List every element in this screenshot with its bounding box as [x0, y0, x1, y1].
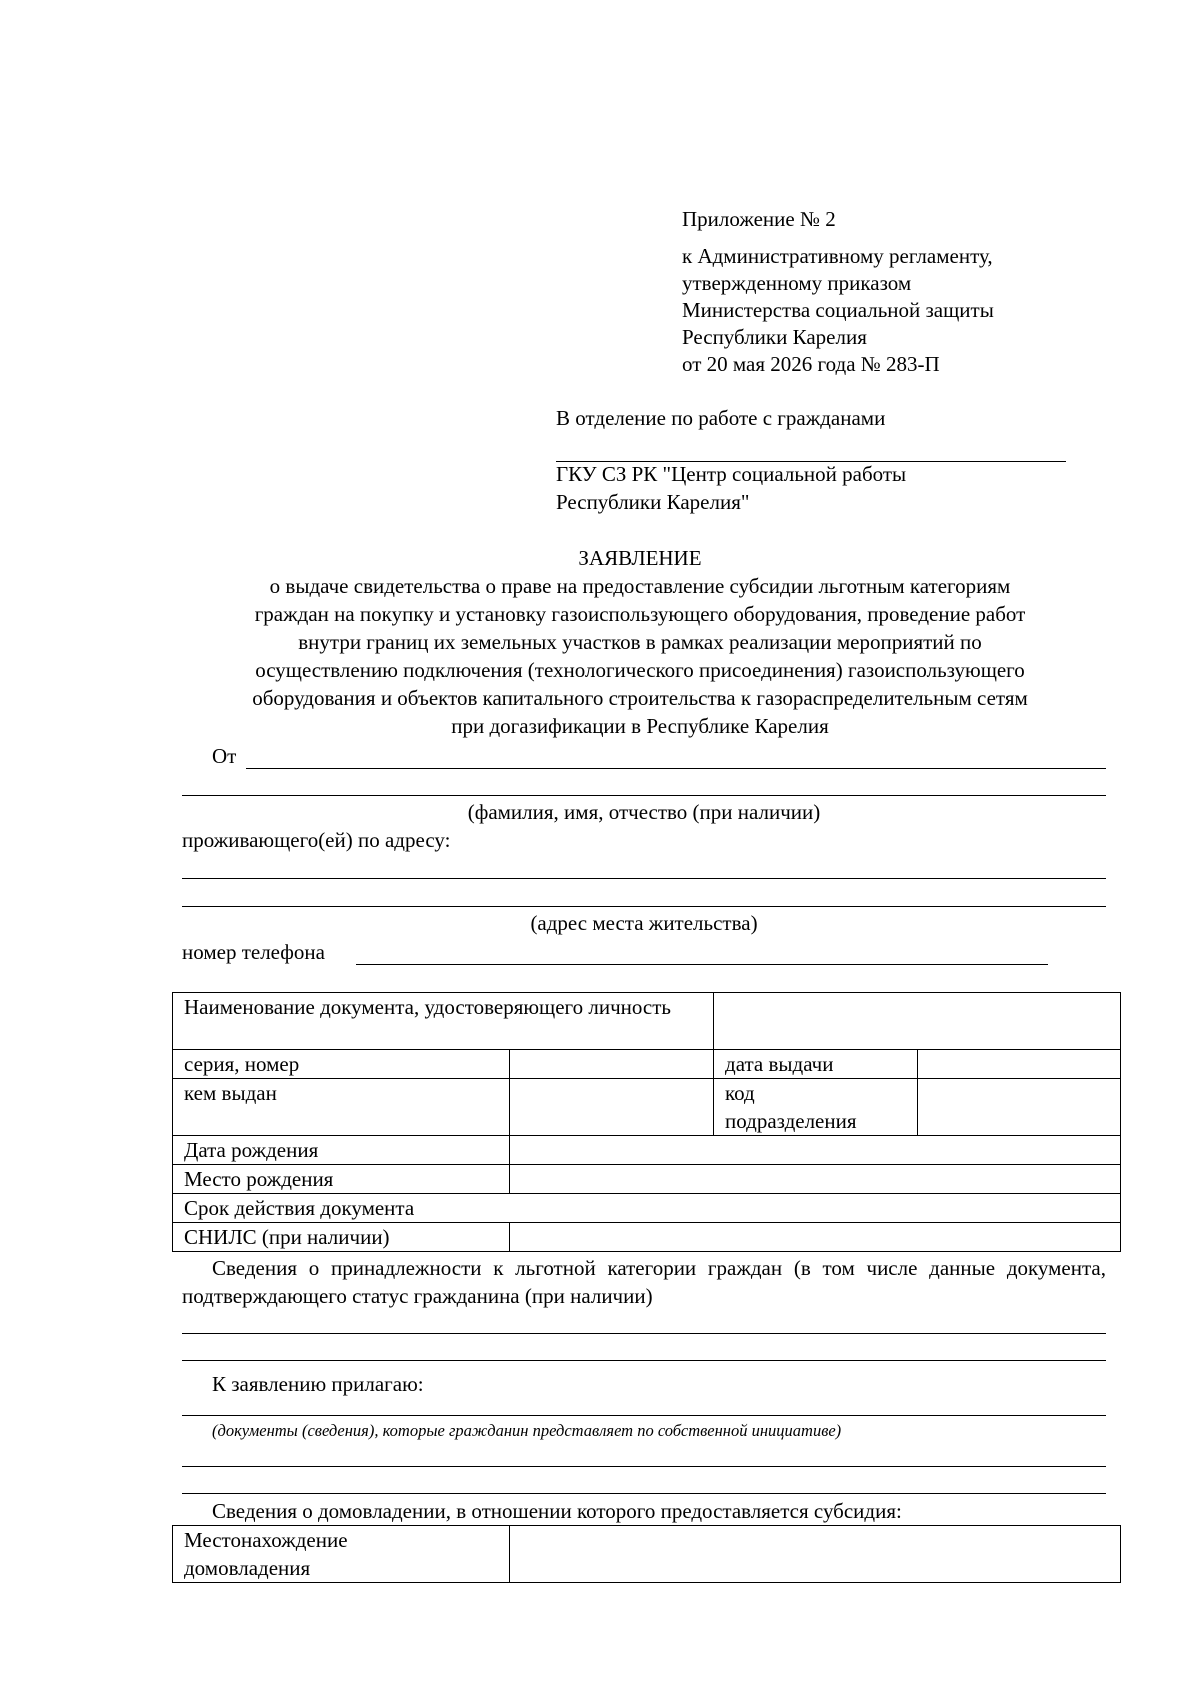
issued-by-value[interactable]: [510, 1079, 714, 1136]
statement-title: ЗАЯВЛЕНИЕ: [578, 546, 702, 570]
table-row: [173, 1526, 1121, 1583]
applicant-name-field-2[interactable]: [182, 795, 1106, 796]
subtitle-line: граждан на покупку и установку газоиспользующего оборудования, проведение работ: [254, 602, 1026, 626]
appendix-line: утвержденному приказом: [682, 271, 912, 295]
benefit-field-2[interactable]: [182, 1360, 1106, 1361]
table-row: [173, 1136, 1121, 1165]
subtitle-line: о выдаче свидетельства о праве на предоставление субсидии льготным категориям: [269, 574, 1011, 598]
snils-value[interactable]: [510, 1223, 1121, 1252]
division-code-line2: подразделения: [725, 1109, 857, 1133]
attachments-field-3[interactable]: [182, 1493, 1106, 1494]
subtitle-line: оборудования и объектов капитального строительства к газораспределительным сетям: [252, 686, 1028, 710]
phone-label: номер телефона: [182, 940, 325, 964]
table-row: [173, 1165, 1121, 1194]
table-row: [173, 1194, 1121, 1223]
table-row: [173, 1050, 1121, 1079]
attachments-field-2[interactable]: [182, 1466, 1106, 1467]
household-location-value[interactable]: [510, 1526, 1121, 1583]
birth-date-value[interactable]: [510, 1136, 1121, 1165]
table-row: [173, 1223, 1121, 1252]
division-code-line1: код: [725, 1081, 755, 1105]
division-code-label: [714, 1079, 918, 1136]
doc-name-value[interactable]: [714, 993, 1121, 1050]
addressee-line2: ГКУ СЗ РК "Центр социальной работы: [556, 462, 907, 486]
statement-subtitle: [180, 572, 1100, 740]
subtitle-line: внутри границ их земельных участков в рамках реализации мероприятий по: [298, 630, 982, 654]
household-location-line2: домовладения: [184, 1556, 311, 1580]
issued-by-label: кем выдан: [173, 1079, 510, 1136]
division-code-value[interactable]: [918, 1079, 1121, 1136]
addressee-line3: Республики Карелия": [556, 490, 750, 514]
household-table: [172, 1525, 1121, 1583]
name-caption: (фамилия, имя, отчество (при наличии): [467, 800, 821, 824]
address-label: проживающего(ей) по адресу:: [182, 828, 451, 852]
table-row: [173, 993, 1121, 1050]
attachments-field[interactable]: [182, 1415, 1106, 1416]
attachments-label: К заявлению прилагаю:: [212, 1372, 424, 1396]
table-row: [173, 1079, 1121, 1136]
issue-date-value[interactable]: [918, 1050, 1121, 1079]
birth-place-label: Место рождения: [173, 1165, 510, 1194]
snils-label: СНИЛС (при наличии): [173, 1223, 510, 1252]
subtitle-line: осуществлению подключения (технологического присоединения) газоиспользующего: [255, 658, 1025, 682]
addressee-org: [556, 460, 906, 516]
addressee-line1: В отделение по работе с гражданами: [556, 406, 886, 430]
appendix-line: Республики Карелия: [682, 325, 867, 349]
applicant-name-field[interactable]: [246, 768, 1106, 769]
attachments-caption: (документы (сведения), которые гражданин представляет по собственной инициативе): [212, 1421, 842, 1440]
validity-label: Срок действия документа: [173, 1194, 1121, 1223]
series-number-label: серия, номер: [173, 1050, 510, 1079]
household-location-label: [173, 1526, 510, 1583]
appendix-line: к Административному регламенту,: [682, 244, 993, 268]
subtitle-line: при догазификации в Республике Карелия: [451, 714, 829, 738]
appendix-header: [682, 206, 994, 378]
address-caption: (адрес места жительства): [530, 911, 758, 935]
phone-field[interactable]: [356, 964, 1048, 965]
benefit-text: Сведения о принадлежности к льготной категории граждан (в том числе данные документа, подтверждающего статус гражданина (при наличии): [182, 1256, 1106, 1308]
birth-date-label: Дата рождения: [173, 1136, 510, 1165]
doc-name-label: Наименование документа, удостоверяющего личность: [173, 993, 714, 1050]
appendix-title: Приложение № 2: [682, 207, 836, 231]
from-label: От: [212, 744, 237, 768]
appendix-line: от 20 мая 2026 года № 283-П: [682, 352, 940, 376]
id-document-table: [172, 992, 1121, 1252]
household-label: Сведения о домовладении, в отношении которого предоставляется субсидия:: [212, 1499, 902, 1523]
birth-place-value[interactable]: [510, 1165, 1121, 1194]
household-location-line1: Местонахождение: [184, 1528, 348, 1552]
appendix-line: Министерства социальной защиты: [682, 298, 994, 322]
issue-date-label: дата выдачи: [714, 1050, 918, 1079]
benefit-field[interactable]: [182, 1333, 1106, 1334]
address-field-2[interactable]: [182, 906, 1106, 907]
series-number-value[interactable]: [510, 1050, 714, 1079]
address-field[interactable]: [182, 878, 1106, 879]
